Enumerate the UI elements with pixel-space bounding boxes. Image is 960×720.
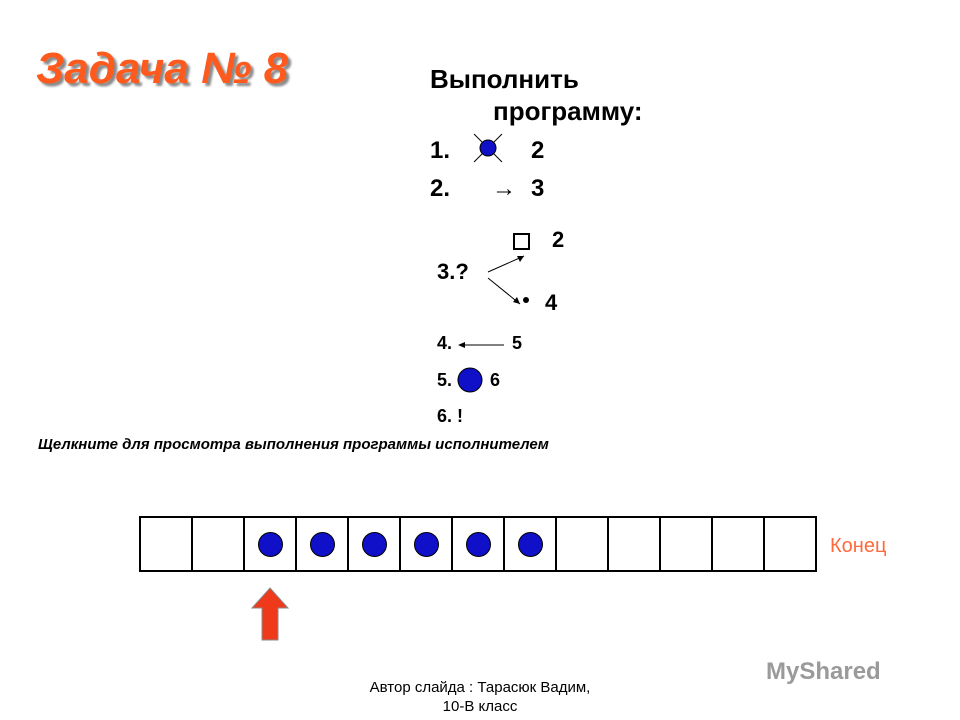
end-label: Конец <box>830 535 887 557</box>
step-4-number: 4. <box>437 333 453 353</box>
tape-cell <box>661 516 713 572</box>
tape-cell <box>245 516 297 572</box>
myshared-logo-icon: MyShared <box>766 658 881 685</box>
step-5-number: 5. <box>437 370 453 390</box>
step-5-arg: 6 <box>490 370 501 390</box>
author-line-2: 10-В класс <box>442 698 518 715</box>
tape-cell <box>713 516 765 572</box>
tape-cell <box>609 516 661 572</box>
tape-cell <box>297 516 349 572</box>
task-line-1: Выполнить <box>430 64 579 94</box>
tape-cell <box>193 516 245 572</box>
step-1-arg: 2 <box>531 137 545 164</box>
up-arrow-icon <box>250 586 290 642</box>
tape-cell <box>453 516 505 572</box>
chip-icon <box>466 532 491 557</box>
chip-icon <box>518 532 543 557</box>
arrow-right-icon: → <box>492 175 516 202</box>
chip-icon <box>310 532 335 557</box>
tape-cell <box>401 516 453 572</box>
dot-icon <box>520 294 532 306</box>
tape-cell <box>557 516 609 572</box>
step-3-number: 3.? <box>437 259 469 284</box>
slide-title: Задача № 8 <box>36 44 289 93</box>
filled-circle-icon <box>456 366 484 394</box>
chip-icon <box>414 532 439 557</box>
tape-cell <box>765 516 817 572</box>
chip-icon <box>362 532 387 557</box>
author-credit <box>300 678 660 716</box>
step-4-arg: 5 <box>512 333 523 353</box>
chip-icon <box>258 532 283 557</box>
tape-cell <box>349 516 401 572</box>
step-2-number: 2. <box>430 175 451 202</box>
tape-cell <box>505 516 557 572</box>
step-6: 6. ! <box>437 406 464 426</box>
tape-cell <box>141 516 193 572</box>
cell-tape <box>139 516 817 572</box>
step-1-number: 1. <box>430 137 451 164</box>
hint-text[interactable]: Щелкните для просмотра выполнения программы исполнителем <box>38 436 549 453</box>
task-line-2: программу: <box>493 96 643 126</box>
crossed-circle-icon <box>470 130 506 166</box>
author-line-1: Автор слайда : Тарасюк Вадим, <box>369 679 591 696</box>
step-3-dot-arg: 4 <box>545 290 558 315</box>
step-3-square-arg: 2 <box>552 227 565 252</box>
arrow-left-icon <box>456 338 506 352</box>
step-2-arg: 3 <box>531 175 545 202</box>
